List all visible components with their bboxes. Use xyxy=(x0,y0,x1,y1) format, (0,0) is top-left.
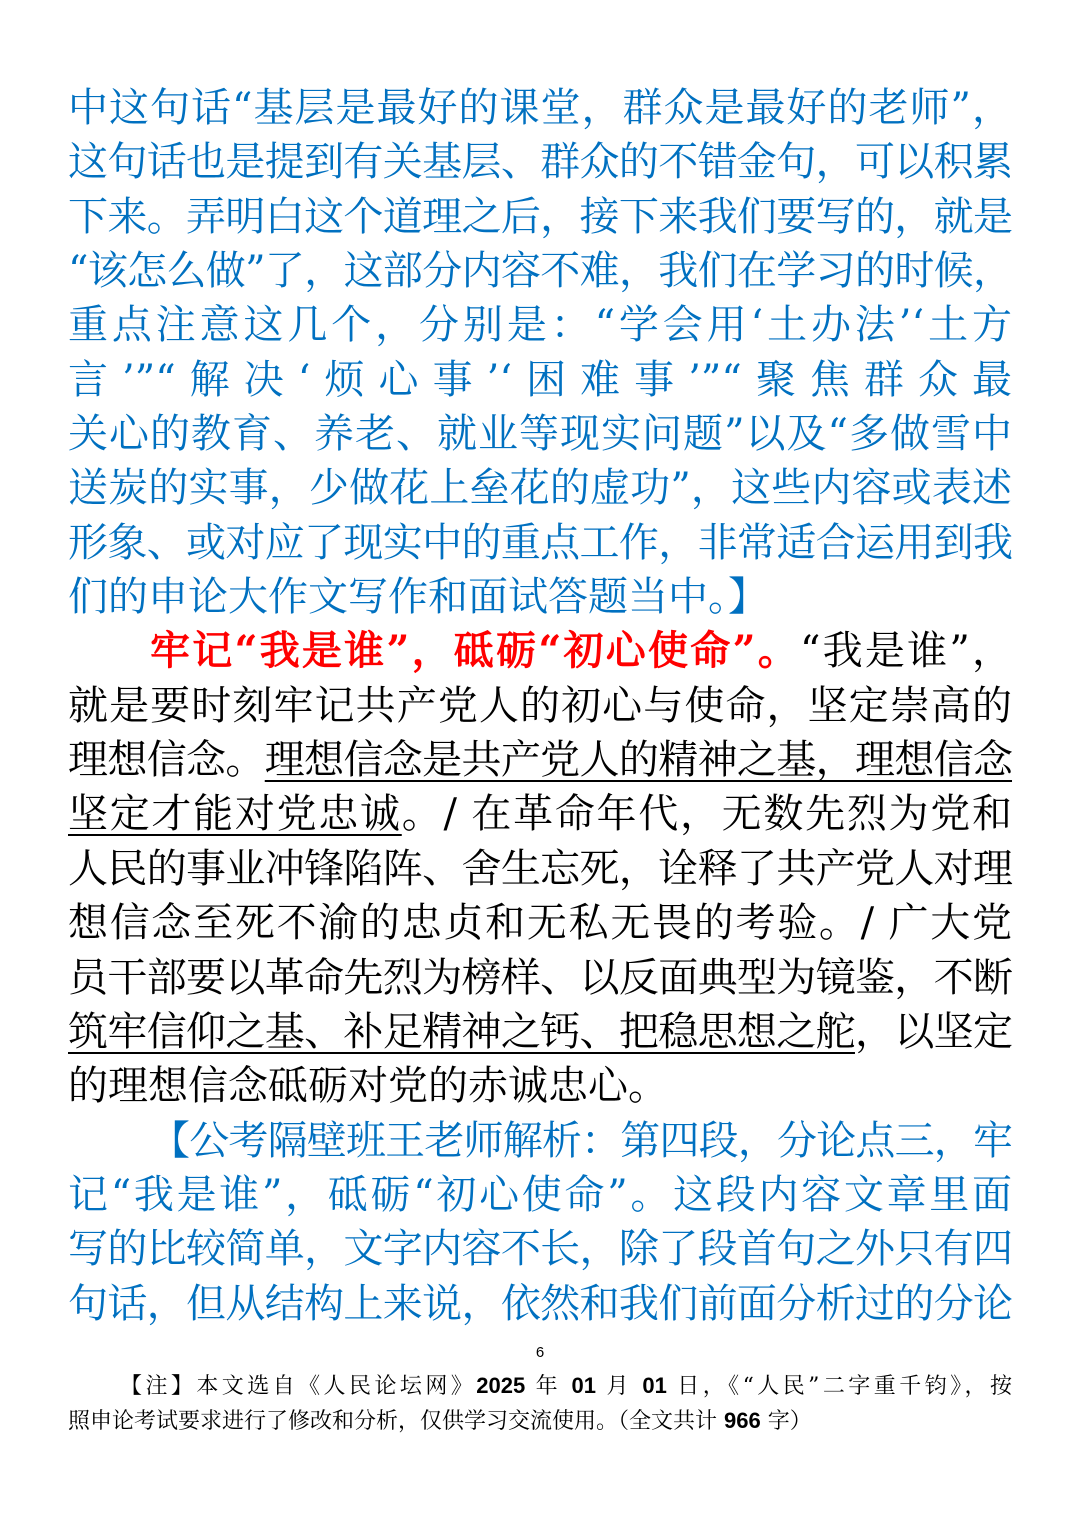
number: 01 xyxy=(642,1373,667,1398)
text-run: 就是要时刻牢记共产党人的初心与使命，坚定崇高的 xyxy=(68,682,1012,729)
text-run: 人民的事业冲锋陷阵、舍生忘死，诠释了共产党人对理 xyxy=(68,845,1012,892)
body-paragraph xyxy=(68,624,1012,1113)
underlined-text: 筑牢信仰之基、补足精神之钙、把稳思想之舵 xyxy=(68,1008,855,1055)
text-run: 这句话也是提到有关基层、群众的不错金句，可以积累 xyxy=(68,139,1012,186)
text-run: 关心的教育、养老、就业等现实问题”以及“多做雪中 xyxy=(68,411,1012,458)
underlined-text: 理想信念是共产党人的精神之基，理想信念 xyxy=(264,737,1013,784)
text-line xyxy=(68,1404,1012,1439)
commentary-paragraph xyxy=(68,81,1012,624)
text-run: 日，《“人民”二字重千钧》，按 xyxy=(666,1374,1012,1399)
text-run: 照申论考试要求进行了修改和分析，仅供学习交流使用。（全文共计 xyxy=(68,1409,724,1434)
text-line xyxy=(68,461,1012,515)
footnote xyxy=(68,1369,1012,1439)
analysis-paragraph xyxy=(68,1114,1012,1331)
number: 966 xyxy=(724,1408,761,1433)
text-line xyxy=(68,1059,1012,1113)
text-run: 言’”“解决‘烦心事’‘困难事’”“聚焦群众最 xyxy=(68,356,1012,403)
text-line xyxy=(68,1369,1012,1404)
text-run: ，以坚定 xyxy=(854,1008,1013,1055)
text-run: “我是谁”， xyxy=(799,628,1013,675)
text-line xyxy=(68,244,1012,298)
text-run: 重点注意这几个，分别是：“学会用‘土办法’‘土方 xyxy=(68,302,1012,349)
text-line xyxy=(68,298,1012,352)
text-run: 【公考隔壁班王老师解析：第四段，分论点三，牢 xyxy=(150,1117,1012,1164)
text-line xyxy=(68,190,1012,244)
text-line xyxy=(68,624,1012,678)
text-line xyxy=(68,1277,1012,1331)
number: 01 xyxy=(571,1373,596,1398)
number: 2025 xyxy=(476,1373,526,1398)
text-run: 形象、或对应了现实中的重点工作，非常适合运用到我 xyxy=(68,519,1012,566)
document-body xyxy=(68,81,1012,1331)
section-heading: 牢记“我是谁”，砥砺“初心使命”。 xyxy=(150,627,800,675)
text-run: 字） xyxy=(760,1409,812,1434)
text-run: 的理想信念砥砺对党的赤诚忠心。 xyxy=(68,1063,668,1110)
text-run: 中这句话“基层是最好的课堂，群众是最好的老师”， xyxy=(68,85,1012,131)
text-run: 们的申论大作文写作和面试答题当中。】 xyxy=(68,574,768,621)
text-run: 。/ 在革命年代，无数先烈为党和 xyxy=(401,791,1012,838)
text-run: 员干部要以革命先烈为榜样、以反面典型为镜鉴，不断 xyxy=(68,954,1012,1001)
underlined-text: 坚定才能对党忠诚 xyxy=(68,791,402,838)
text-run: 月 xyxy=(596,1374,643,1399)
text-run: 写的比较简单，文字内容不长，除了段首句之外只有四 xyxy=(68,1226,1012,1273)
text-line xyxy=(68,1005,1012,1059)
text-line xyxy=(68,1114,1012,1168)
text-run: 理想信念。 xyxy=(68,737,265,784)
text-run: 想信念至死不渝的忠贞和无私无畏的考验。/ 广大党 xyxy=(68,900,1012,947)
text-line xyxy=(68,896,1012,950)
page-number: 6 xyxy=(535,1344,545,1361)
text-line xyxy=(68,516,1012,570)
text-line xyxy=(68,679,1012,733)
text-line xyxy=(68,842,1012,896)
text-run: 送炭的实事，少做花上垒花的虚功”，这些内容或表述 xyxy=(68,465,1012,512)
text-line xyxy=(68,1168,1012,1222)
text-line xyxy=(68,407,1012,461)
text-run: “该怎么做”了，这部分内容不难，我们在学习的时候， xyxy=(68,248,1012,295)
text-run: 记“我是谁”，砥砺“初心使命”。这段内容文章里面 xyxy=(68,1171,1012,1218)
text-line xyxy=(68,81,1012,135)
text-line xyxy=(68,1222,1012,1276)
text-line xyxy=(68,951,1012,1005)
text-run: 【注】本文选自《人民论坛网》 xyxy=(120,1374,477,1399)
text-run: 句话，但从结构上来说，依然和我们前面分析过的分论 xyxy=(68,1280,1012,1327)
text-line xyxy=(68,787,1012,841)
text-line xyxy=(68,135,1012,189)
text-line xyxy=(68,733,1012,787)
text-line xyxy=(68,570,1012,624)
text-line xyxy=(68,353,1012,407)
text-run: 下来。弄明白这个道理之后，接下来我们要写的，就是 xyxy=(68,193,1012,240)
text-run: 年 xyxy=(525,1374,572,1399)
